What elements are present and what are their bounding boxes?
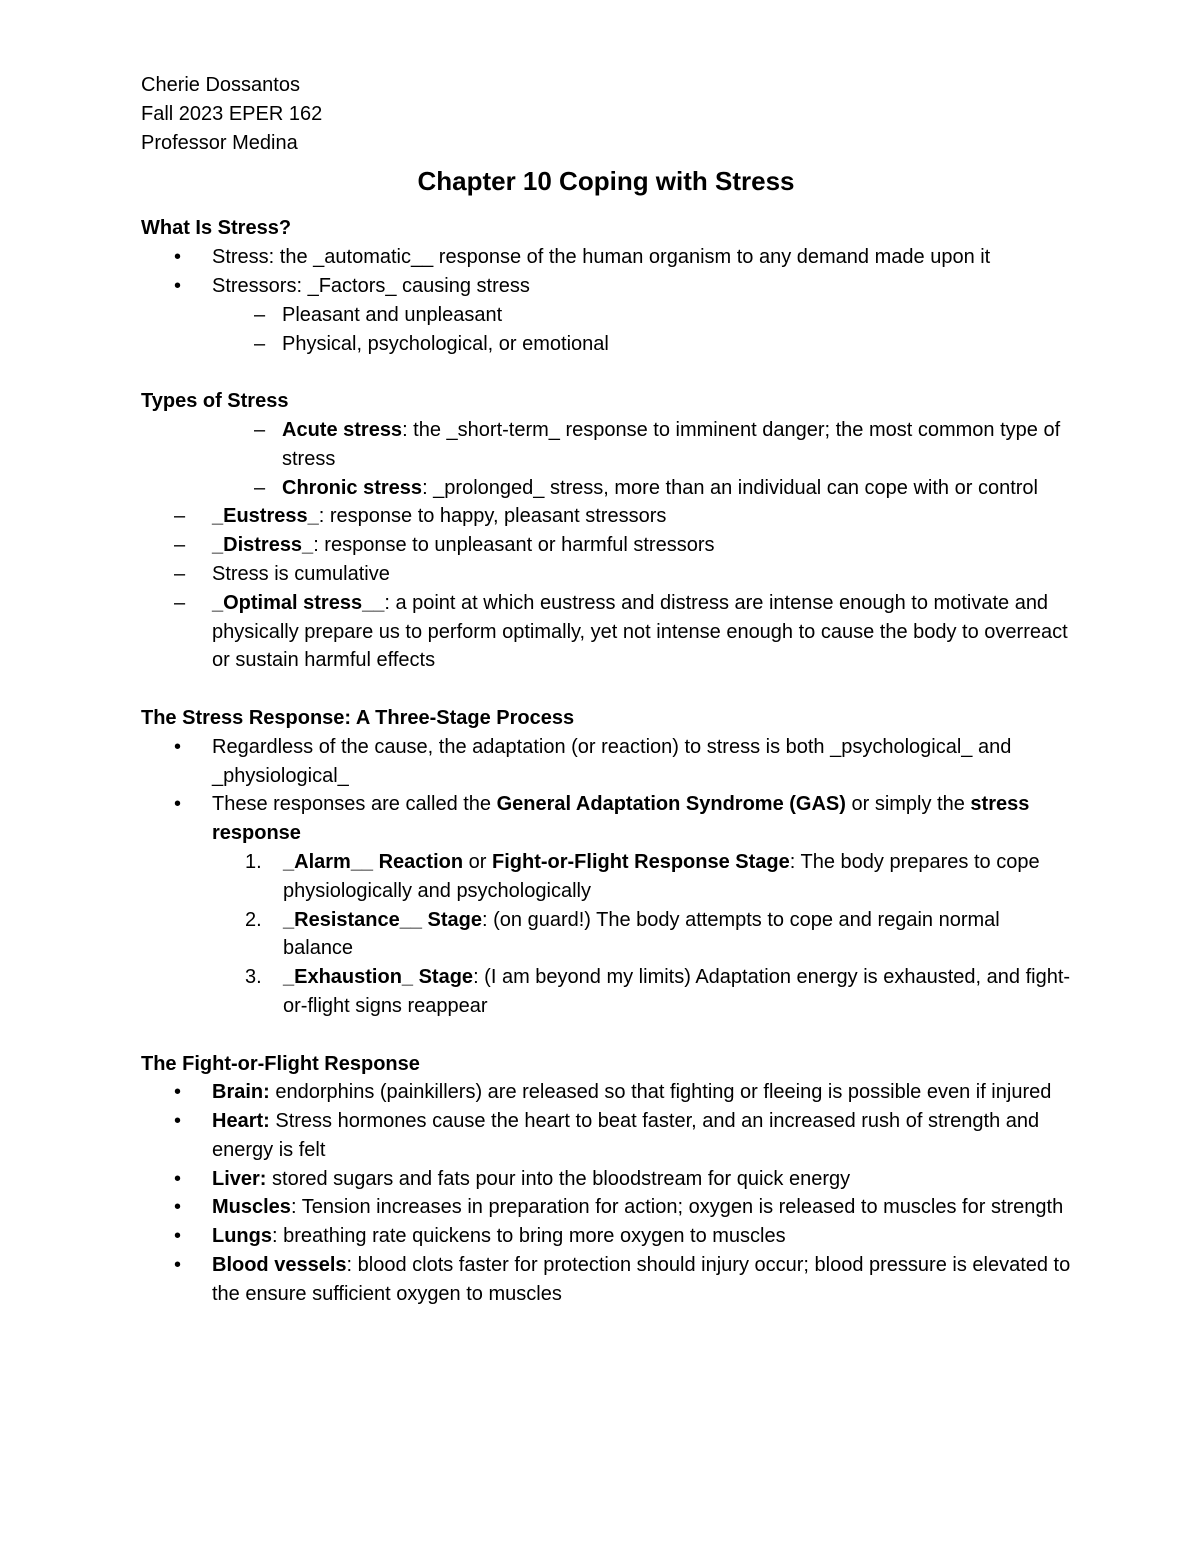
term-fight-or-flight-stage: Fight-or-Flight Response Stage [491,850,790,873]
term-lungs: Lungs [212,1225,272,1248]
dash-list [141,416,1071,675]
bullet-marker: • [174,793,182,816]
term-liver: Liver: [212,1167,267,1190]
dash-marker: – [254,332,266,355]
list-item-text: Stress hormones cause the heart to beat faster, and an increased rush of strength and energy is felt [212,1110,1040,1161]
section-what-is-stress [141,214,1071,358]
list-item-text: stored sugars and fats pour into the bloodstream for quick energy [266,1167,851,1190]
document-page [141,71,1071,1337]
list-item [141,330,1071,359]
list-item-text: or [463,850,492,873]
list-item [141,1222,1071,1251]
list-item-text: : breathing rate quickens to bring more oxygen to muscles [272,1225,786,1248]
bullet-marker: • [174,1225,182,1248]
list-item [141,531,1071,560]
course-info: Fall 2023 EPER 162 [141,102,323,125]
section-stress-response [141,704,1071,1021]
list-item-text: : Tension increases in preparation for action; oxygen is released to muscles for strength [290,1196,1064,1219]
list-item [141,243,1071,272]
list-item-text: : _prolonged_ stress, more than an individual can cope with or control [422,476,1038,499]
bullet-marker: • [174,1110,182,1133]
list-item-text: Pleasant and unpleasant [282,303,503,326]
section-heading: The Stress Response: A Three-Stage Process [141,706,575,729]
list-item [141,589,1071,675]
term-optimal-stress: _Optimal stress__ [212,591,385,614]
list-item-text: : response to happy, pleasant stressors [318,505,667,528]
bullet-list [141,733,1071,848]
section-fight-or-flight [141,1050,1071,1309]
term-stress-response: stress response [212,793,1030,845]
list-item [141,416,1071,474]
bullet-marker: • [174,735,182,758]
section-types-of-stress [141,387,1071,675]
number-marker: 3. [245,966,262,989]
term-heart: Heart: [212,1110,270,1133]
list-item-text: Stressors: _Factors_ causing stress [212,274,530,297]
list-item [141,963,1071,1021]
dash-marker: – [174,562,186,585]
list-item-text: Stress is cumulative [212,562,390,585]
term-alarm-reaction: _Alarm__ Reaction [283,850,464,873]
dash-marker: – [254,476,266,499]
number-marker: 2. [245,908,262,931]
bullet-marker: • [174,1254,182,1277]
list-item-text: These responses are called the [212,793,497,816]
list-item [141,790,1071,848]
list-item-text: endorphins (painkillers) are released so that fighting or fleeing is possible even if injured [269,1081,1052,1104]
document-title: Chapter 10 Coping with Stress [417,166,795,197]
list-item [141,1251,1071,1309]
bullet-marker: • [174,246,182,269]
dash-marker: – [174,534,186,557]
list-item-text: : the _short-term_ response to imminent danger; the most common type of stress [282,418,1061,470]
list-item [141,1165,1071,1194]
list-item-text: Regardless of the cause, the adaptation (or reaction) to stress is both _psychological_ and _physiological_ [212,735,1012,787]
term-distress: _Distress_ [212,534,314,557]
dash-marker: – [254,418,266,441]
bullet-marker: • [174,1196,182,1219]
bullet-marker: • [174,274,182,297]
list-item-text: Stress: the _automatic__ response of the human organism to any demand made upon it [212,246,991,269]
list-item-text: : The body prepares to cope physiologically and psychologically [283,850,1040,902]
list-item-text: : response to unpleasant or harmful stressors [313,534,715,557]
dash-marker: – [174,505,186,528]
list-item-text: : (on guard!) The body attempts to cope and regain normal balance [283,908,1000,960]
term-chronic-stress: Chronic stress [282,476,423,499]
bullet-marker: • [174,1167,182,1190]
document-header [141,71,1071,157]
list-item [141,301,1071,330]
term-brain: Brain: [212,1081,270,1104]
bullet-list [141,1078,1071,1308]
term-blood-vessels: Blood vessels [212,1254,347,1277]
professor-name: Professor Medina [141,131,298,154]
list-item-text: Physical, psychological, or emotional [282,332,609,355]
list-item [141,906,1071,964]
section-heading: The Fight-or-Flight Response [141,1052,420,1075]
list-item [141,848,1071,906]
list-item-text: : a point at which eustress and distress are intense enough to motivate and physically prepare us to perform optimally, yet not intense enough to cause the body to overreact or sustain harmful effects [212,591,1068,672]
list-item [141,560,1071,589]
term-acute-stress: Acute stress [282,418,403,441]
list-item [141,474,1071,503]
bullet-marker: • [174,1081,182,1104]
list-item [141,1078,1071,1107]
term-eustress: _Eustress_ [212,505,319,528]
list-item [141,272,1071,301]
list-item [141,1107,1071,1165]
list-item-text: : blood clots faster for protection should injury occur; blood pressure is elevated to the ensure sufficient oxygen to muscles [212,1254,1071,1305]
bullet-list [141,243,1071,358]
term-exhaustion-stage: _Exhaustion_ Stage [283,966,474,989]
list-item-text: or simply the [845,793,971,816]
section-heading: What Is Stress? [141,217,292,240]
numbered-list [141,848,1071,1021]
list-item [141,733,1071,791]
author-name: Cherie Dossantos [141,74,300,96]
term-muscles: Muscles [212,1196,291,1219]
list-item [141,502,1071,531]
dash-marker: – [174,591,186,614]
section-heading: Types of Stress [141,390,289,413]
number-marker: 1. [245,850,262,873]
list-item [141,1193,1071,1222]
list-item-text: : (I am beyond my limits) Adaptation energy is exhausted, and fight-or-flight signs reappear [283,966,1071,1017]
dash-marker: – [254,303,266,326]
term-gas: General Adaptation Syndrome (GAS) [496,793,846,816]
term-resistance-stage: _Resistance__ Stage [283,908,483,931]
